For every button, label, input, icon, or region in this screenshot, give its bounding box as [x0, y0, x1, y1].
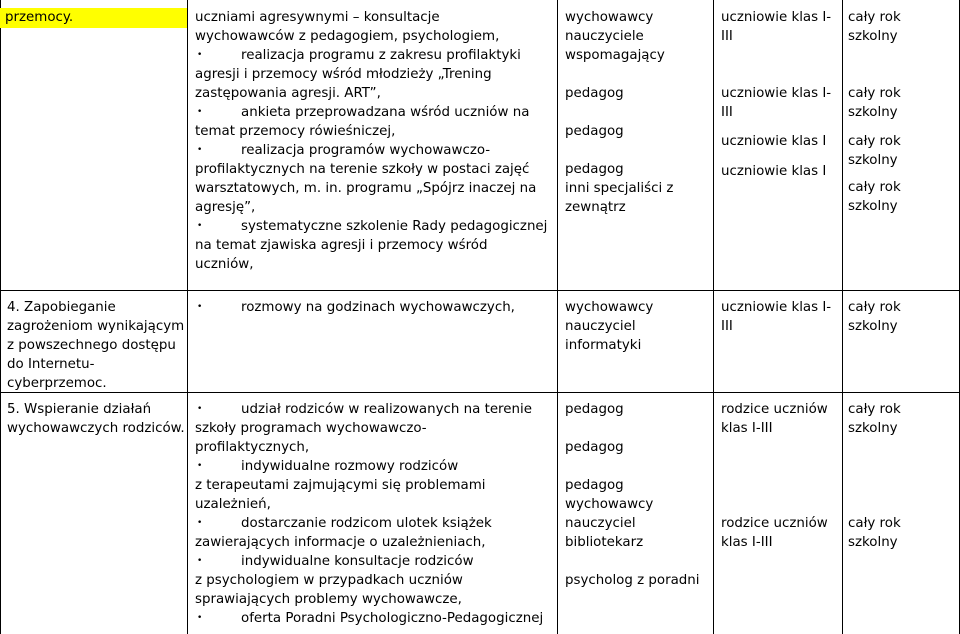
text-line: z psychologiem w przypadkach uczniów	[195, 573, 463, 588]
text-line: zastępowania agresji. ART”,	[195, 86, 381, 101]
row0-col4	[721, 8, 841, 181]
row4-col1	[7, 298, 185, 393]
bullet-icon	[195, 609, 241, 628]
text-line: uczniami agresywnymi – konsultacje	[195, 10, 440, 25]
performers-group-1: wychowawcy nauczyciele wspomagający	[565, 10, 665, 63]
list-item: • rozmowy na godzinach wychowawczych,	[195, 298, 555, 317]
task-title: 4. Zapobieganie zagrożeniom wynikającym z powszechnego dostępu do Internetu- cyberprzemoc.	[7, 300, 185, 391]
row-divider-1	[0, 290, 960, 291]
list-item: • oferta Poradni Psychologiczno-Pedagogicznej	[195, 609, 555, 628]
row0-col5	[848, 8, 956, 216]
column-divider-4	[842, 0, 843, 634]
audience-group-2: uczniowie klas I- III	[721, 86, 832, 120]
text-line: warsztatowych, m. in. programu „Spójrz inaczej na	[195, 181, 537, 196]
audience-group-1: uczniowie klas I- III	[721, 10, 832, 44]
list-item: • realizacja programu z zakresu profilaktyki	[195, 46, 555, 65]
text-line: z terapeutami zajmującymi się problemami	[195, 478, 486, 493]
column-divider-3	[713, 0, 714, 634]
bullet-icon	[195, 457, 241, 476]
bullet-icon	[195, 103, 241, 122]
row0-col2	[195, 8, 555, 274]
task-title-continuation: przemocy.	[5, 10, 74, 25]
performers-group-3: pedagog	[565, 124, 624, 139]
text-line: uczniów,	[195, 257, 254, 272]
column-divider-1	[187, 0, 188, 634]
list-item: • systematyczne szkolenie Rady pedagogicznej	[195, 217, 555, 236]
row5-col1	[7, 400, 185, 438]
row0-col1	[0, 8, 187, 30]
performers-group-2: pedagog	[565, 86, 624, 101]
column-divider-2	[557, 0, 558, 634]
row4-col4: uczniowie klas I- III	[721, 300, 832, 334]
text-line: profilaktycznych na terenie szkoły w postaci zajęć	[195, 162, 530, 177]
timeframe-group-4: cały rok szkolny	[848, 180, 901, 214]
bullet-icon	[195, 298, 241, 317]
text-line: zawierających informacje o uzależnieniach,	[195, 535, 486, 550]
audience-group-3: uczniowie klas I	[721, 134, 827, 149]
timeframe-group-3: cały rok szkolny	[848, 134, 901, 168]
text-line: na temat zjawiska agresji i przemocy wśród	[195, 238, 488, 253]
bullet-icon	[195, 514, 241, 533]
list-item: • dostarczanie rodzicom ulotek książek	[195, 514, 555, 533]
text-line: agresję”,	[195, 200, 256, 215]
list-item: • udział rodziców w realizowanych na terenie	[195, 400, 555, 419]
bullet-icon	[195, 400, 241, 419]
row4-col5: cały rok szkolny	[848, 300, 901, 334]
text-line: sprawiających problemy wychowawcze,	[195, 592, 462, 607]
list-item: • ankieta przeprowadzana wśród uczniów na	[195, 103, 555, 122]
row5-col5: cały rok szkolny cały rok szkolny	[848, 402, 901, 550]
bullet-icon	[195, 141, 241, 160]
text-line: profilaktycznych,	[195, 440, 310, 455]
list-item: • realizacja programów wychowawczo-	[195, 141, 555, 160]
bullet-icon	[195, 217, 241, 236]
row5-col2	[195, 400, 555, 628]
row0-col3	[565, 8, 711, 217]
bullet-icon	[195, 552, 241, 571]
row4-col3: wychowawcy nauczyciel informatyki	[565, 300, 654, 353]
bullet-icon	[195, 46, 241, 65]
timeframe-group-2: cały rok szkolny	[848, 86, 901, 120]
text-line: uzależnień,	[195, 497, 271, 512]
text-line: temat przemocy rówieśniczej,	[195, 124, 396, 139]
text-line: szkoły programach wychowawczo-	[195, 421, 427, 436]
text-line: agresji i przemocy wśród młodzieży „Trening	[195, 67, 492, 82]
audience-group-4: uczniowie klas I	[721, 164, 827, 179]
timeframe-group-1: cały rok szkolny	[848, 10, 901, 44]
performers-group-4: pedagog inni specjaliści z zewnątrz	[565, 162, 674, 215]
list-item: • indywidualne rozmowy rodziców	[195, 457, 555, 476]
text-line: wychowawców z pedagogiem, psychologiem,	[195, 29, 500, 44]
row5-col4: rodzice uczniów klas I-III rodzice uczniów klas I-III	[721, 402, 828, 550]
row4-col2	[195, 298, 555, 317]
row5-col3: pedagog pedagog pedagog wychowawcy nauczyciel bibliotekarz psycholog z poradni	[565, 402, 700, 588]
table-border-left	[0, 0, 1, 634]
task-title: 5. Wspieranie działań wychowawczych rodziców.	[7, 402, 185, 436]
list-item: • indywidualne konsultacje rodziców	[195, 552, 555, 571]
